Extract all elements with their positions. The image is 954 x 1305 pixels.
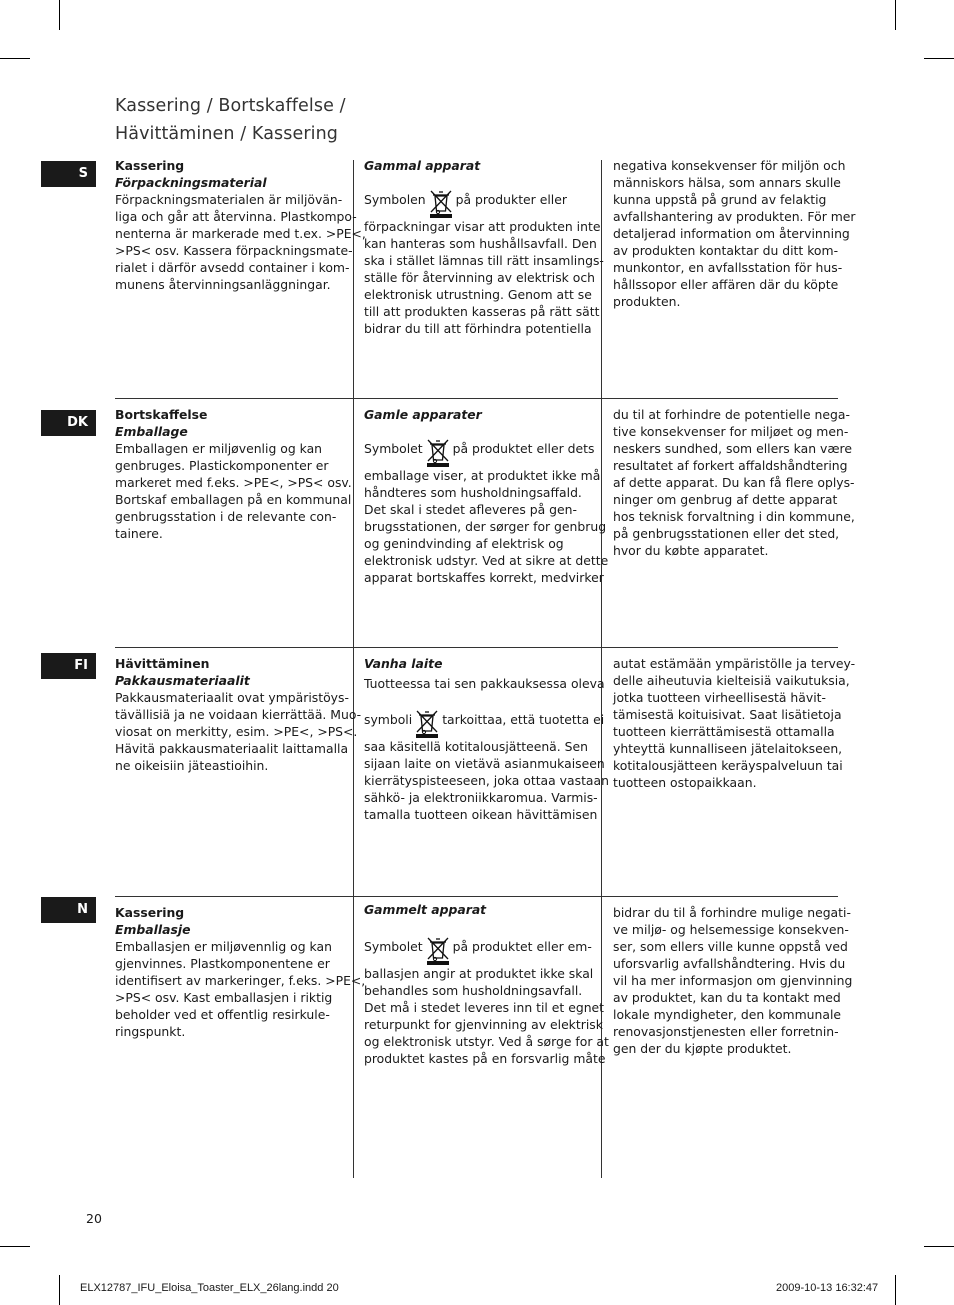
crossed-bin-icon [414,708,440,738]
text-line: tuotteen ostopaikkaan. [613,775,757,790]
text-line: Hävitä pakkausmateriaalit laittamalla [115,741,349,756]
text-line: till att produkten kasseras på rätt sätt [364,304,600,319]
section-heading: Bortskaffelse [115,407,208,422]
text-fragment: Symbolet [364,441,423,456]
text-line: kotitalousjätteen keräyspalveluun tai [613,758,843,773]
text-fragment: på produkter eller [455,192,567,207]
page-title [115,92,715,148]
text-line: behandles som husholdningsavfall. [364,983,583,998]
section-n-col1 [115,904,365,1040]
text-line: tamalla tuotteen oikean hävittämisen [364,807,598,822]
text-line: Emballagen er miljøvenlig og kan [115,441,323,456]
text-fragment: Symbolet [364,939,423,954]
text-line: apparat bortskaffes korrekt, medvirker [364,570,604,585]
section-heading: Kassering [115,158,185,173]
section-subheading: Gamle apparater [364,407,482,422]
text-line: Tuotteessa tai sen pakkauksessa oleva [364,676,605,691]
page-title-line: Kassering / Bortskaffelse / [115,96,346,116]
section-subheading: Emballage [115,424,188,439]
section-fi-col3 [613,655,855,791]
section-subheading: Gammal apparat [364,158,481,173]
page-title-line: Hävittäminen / Kassering [115,124,338,144]
text-line: rialet i därför avsedd container i kom- [115,260,350,275]
crop-mark [924,1246,954,1247]
text-line: markeret med f.eks. >PE<, >PS< osv. [115,475,352,490]
text-line: Emballasjen er miljøvennlig og kan [115,939,332,954]
section-n-col2 [364,901,609,1067]
crop-mark [0,58,30,59]
text-line: viosat on merkitty, esim. >PE<, >PS<. [115,724,358,739]
text-line: elektronisk udstyr. Ved at sikre at dette [364,553,609,568]
section-fi-col2 [364,655,609,823]
text-line: og elektronisk utstyr. Ved å sørge for at [364,1034,609,1049]
text-line: sähkö- ja elektroniikkaromua. Varmis- [364,790,598,805]
text-line: ställe för återvinning av elektrisk och [364,270,596,285]
section-subheading: Förpackningsmaterial [115,175,267,190]
crop-mark [895,1275,896,1305]
section-heading: Hävittäminen [115,656,210,671]
text-line: avfallshantering av produkten. För mer [613,209,856,224]
section-divider [115,896,838,897]
text-line: >PS< osv. Kassera förpackningsmate- [115,243,353,258]
text-line: ne oikeisiin jäteastioihin. [115,758,269,773]
symbol-line [364,938,609,965]
text-line: Det må i stedet leveres inn til et egnet [364,1000,605,1015]
footer-timestamp: 2009-10-13 16:32:47 [776,1282,879,1294]
crop-mark [59,0,60,30]
text-line: tävällisiä ja ne voidaan kierrättää. Muo- [115,707,362,722]
text-line: Pakkausmateriaalit ovat ympäristöys- [115,690,349,705]
section-divider [115,647,838,648]
text-line: på genbrugsstationen eller det sted, [613,526,840,541]
text-line: bidrar du till att förhindra potentiella [364,321,592,336]
section-fi-col1 [115,655,361,774]
text-line: >PS< osv. Kast emballasjen i riktig [115,990,333,1005]
text-line: tuotteen kierrättämisestä ottamalla [613,724,835,739]
symbol-line [364,191,604,218]
text-line: gjenvinnes. Plastkomponentene er [115,956,330,971]
text-line: og genindvinding af elektrisk og [364,536,564,551]
text-line: gen der du kjøpte produktet. [613,1041,792,1056]
text-line: saa käsitellä kotitalousjätteenä. Sen [364,739,588,754]
text-fragment: på produktet eller dets [452,441,595,456]
text-line: uforsvarlig avfallshåndtering. Hvis du [613,956,846,971]
text-line: neskers sundhed, som ellers kan være [613,441,852,456]
text-line: kunna uppstå på grund av felaktig [613,192,827,207]
crossed-bin-icon [428,188,454,218]
text-line: ve miljø- og helsemessige konsekven- [613,922,849,937]
text-line: produkten. [613,294,681,309]
language-badge-fi: FI [41,653,96,679]
text-line: tämisestä koituisivat. Saat lisätietoja [613,707,842,722]
text-line: håndteres som husholdningsaffald. [364,485,582,500]
text-line: ninger om genbrug af dette apparat [613,492,838,507]
text-fragment: på produktet eller em- [452,939,592,954]
footer-filename: ELX12787_IFU_Eloisa_Toaster_ELX_26lang.indd 20 [80,1282,339,1294]
text-line: hos teknisk forvaltning i din kommune, [613,509,855,524]
symbol-line [364,711,609,738]
section-s-col2 [364,157,604,337]
text-line: människors hälsa, som annars skulle [613,175,841,190]
crossed-bin-icon [425,437,451,467]
section-divider [115,398,838,399]
section-subheading: Vanha laite [364,656,443,671]
text-line: beholder ved et offentlig resirkule- [115,1007,330,1022]
text-line: hållssopor eller affären där du köpte [613,277,839,292]
text-line: hvor du købte apparatet. [613,543,769,558]
text-line: identifisert av markeringer, f.eks. >PE<, [115,973,366,988]
section-n-col3 [613,904,852,1057]
section-s-col3 [613,157,856,310]
text-line: av produktet, kan du ta kontakt med [613,990,841,1005]
crop-mark [0,1246,30,1247]
text-line: ballasjen angir at produktet ikke skal [364,966,594,981]
text-line: resultatet af forkert affaldshåndtering [613,458,848,473]
text-line: nenterna är markerade med t.ex. >PE<, [115,226,366,241]
text-fragment: symboli [364,712,413,727]
text-line: tive konsekvenser for miljøet og men- [613,424,849,439]
language-badge-dk: DK [41,410,96,436]
text-line: emballage viser, at produktet ikke må [364,468,601,483]
text-line: yhteyttä kunnalliseen jätelaitokseen, [613,741,843,756]
text-line: ringspunkt. [115,1024,186,1039]
text-line: jotka tuotteen virheellisestä hävit- [613,690,826,705]
text-line: munens återvinningsanläggningar. [115,277,331,292]
section-dk-col3 [613,406,855,559]
text-line: munkontor, en avfallsstation för hus- [613,260,843,275]
section-subheading: Pakkausmateriaalit [115,673,250,688]
crossed-bin-icon [425,935,451,965]
text-line: autat estämään ympäristölle ja tervey- [613,656,856,671]
crop-mark [924,58,954,59]
crop-mark [59,1275,60,1305]
text-fragment: Symbolen [364,192,426,207]
text-line: af dette apparat. Du kan få flere oplys- [613,475,855,490]
text-line: detaljerad information om återvinning [613,226,850,241]
text-line: genbrugsstation i de relevante con- [115,509,337,524]
language-badge-n: N [41,897,96,923]
text-line: returpunkt for gjenvinning av elektrisk [364,1017,603,1032]
text-line: delle aiheutuvia kielteisiä vaikutuksia, [613,673,850,688]
text-line: tainere. [115,526,163,541]
text-line: ska i stället lämnas till rätt insamlings- [364,253,604,268]
language-badge-s: S [41,161,96,187]
symbol-line [364,440,608,467]
section-subheading: Emballasje [115,922,191,937]
text-line: förpackningar visar att produkten inte [364,219,601,234]
section-subheading: Gammelt apparat [364,902,487,917]
text-line: ser, som ellers ville kunne oppstå ved [613,939,848,954]
section-dk-col2 [364,406,608,586]
text-line: vil ha mer informasjon om gjenvinning [613,973,853,988]
section-s-col1 [115,157,366,293]
text-line: renovasjonstjenesten eller forretnin- [613,1024,839,1039]
section-heading: Kassering [115,905,185,920]
text-line: kierrätyspisteeseen, joka ottaa vastaan [364,773,609,788]
text-line: lokale myndigheter, den kommunale [613,1007,842,1022]
text-line: Det skal i stedet afleveres på gen- [364,502,577,517]
text-line: produktet kastes på en forsvarlig måte [364,1051,606,1066]
text-line: liga och går att återvinna. Plastkompo- [115,209,357,224]
text-line: Förpackningsmaterialen är miljövän- [115,192,343,207]
text-line: du til at forhindre de potentielle nega- [613,407,850,422]
text-line: brugsstationen, der sørger for genbrug [364,519,607,534]
text-line: kan hanteras som hushållsavfall. Den [364,236,597,251]
text-line: Bortskaf emballagen på en kommunal [115,492,352,507]
text-line: negativa konsekvenser för miljön och [613,158,846,173]
page-number: 20 [86,1211,102,1226]
text-line: av produkten kontaktar du ditt kom- [613,243,839,258]
section-dk-col1 [115,406,352,542]
text-line: bidrar du til å forhindre mulige negati- [613,905,851,920]
text-line: elektronisk utrustning. Genom att se [364,287,592,302]
text-line: genbruges. Plastickomponenter er [115,458,329,473]
text-fragment: tarkoittaa, että tuotetta ei [442,712,605,727]
crop-mark [895,0,896,30]
text-line: sijaan laite on vietävä asianmukaiseen [364,756,605,771]
